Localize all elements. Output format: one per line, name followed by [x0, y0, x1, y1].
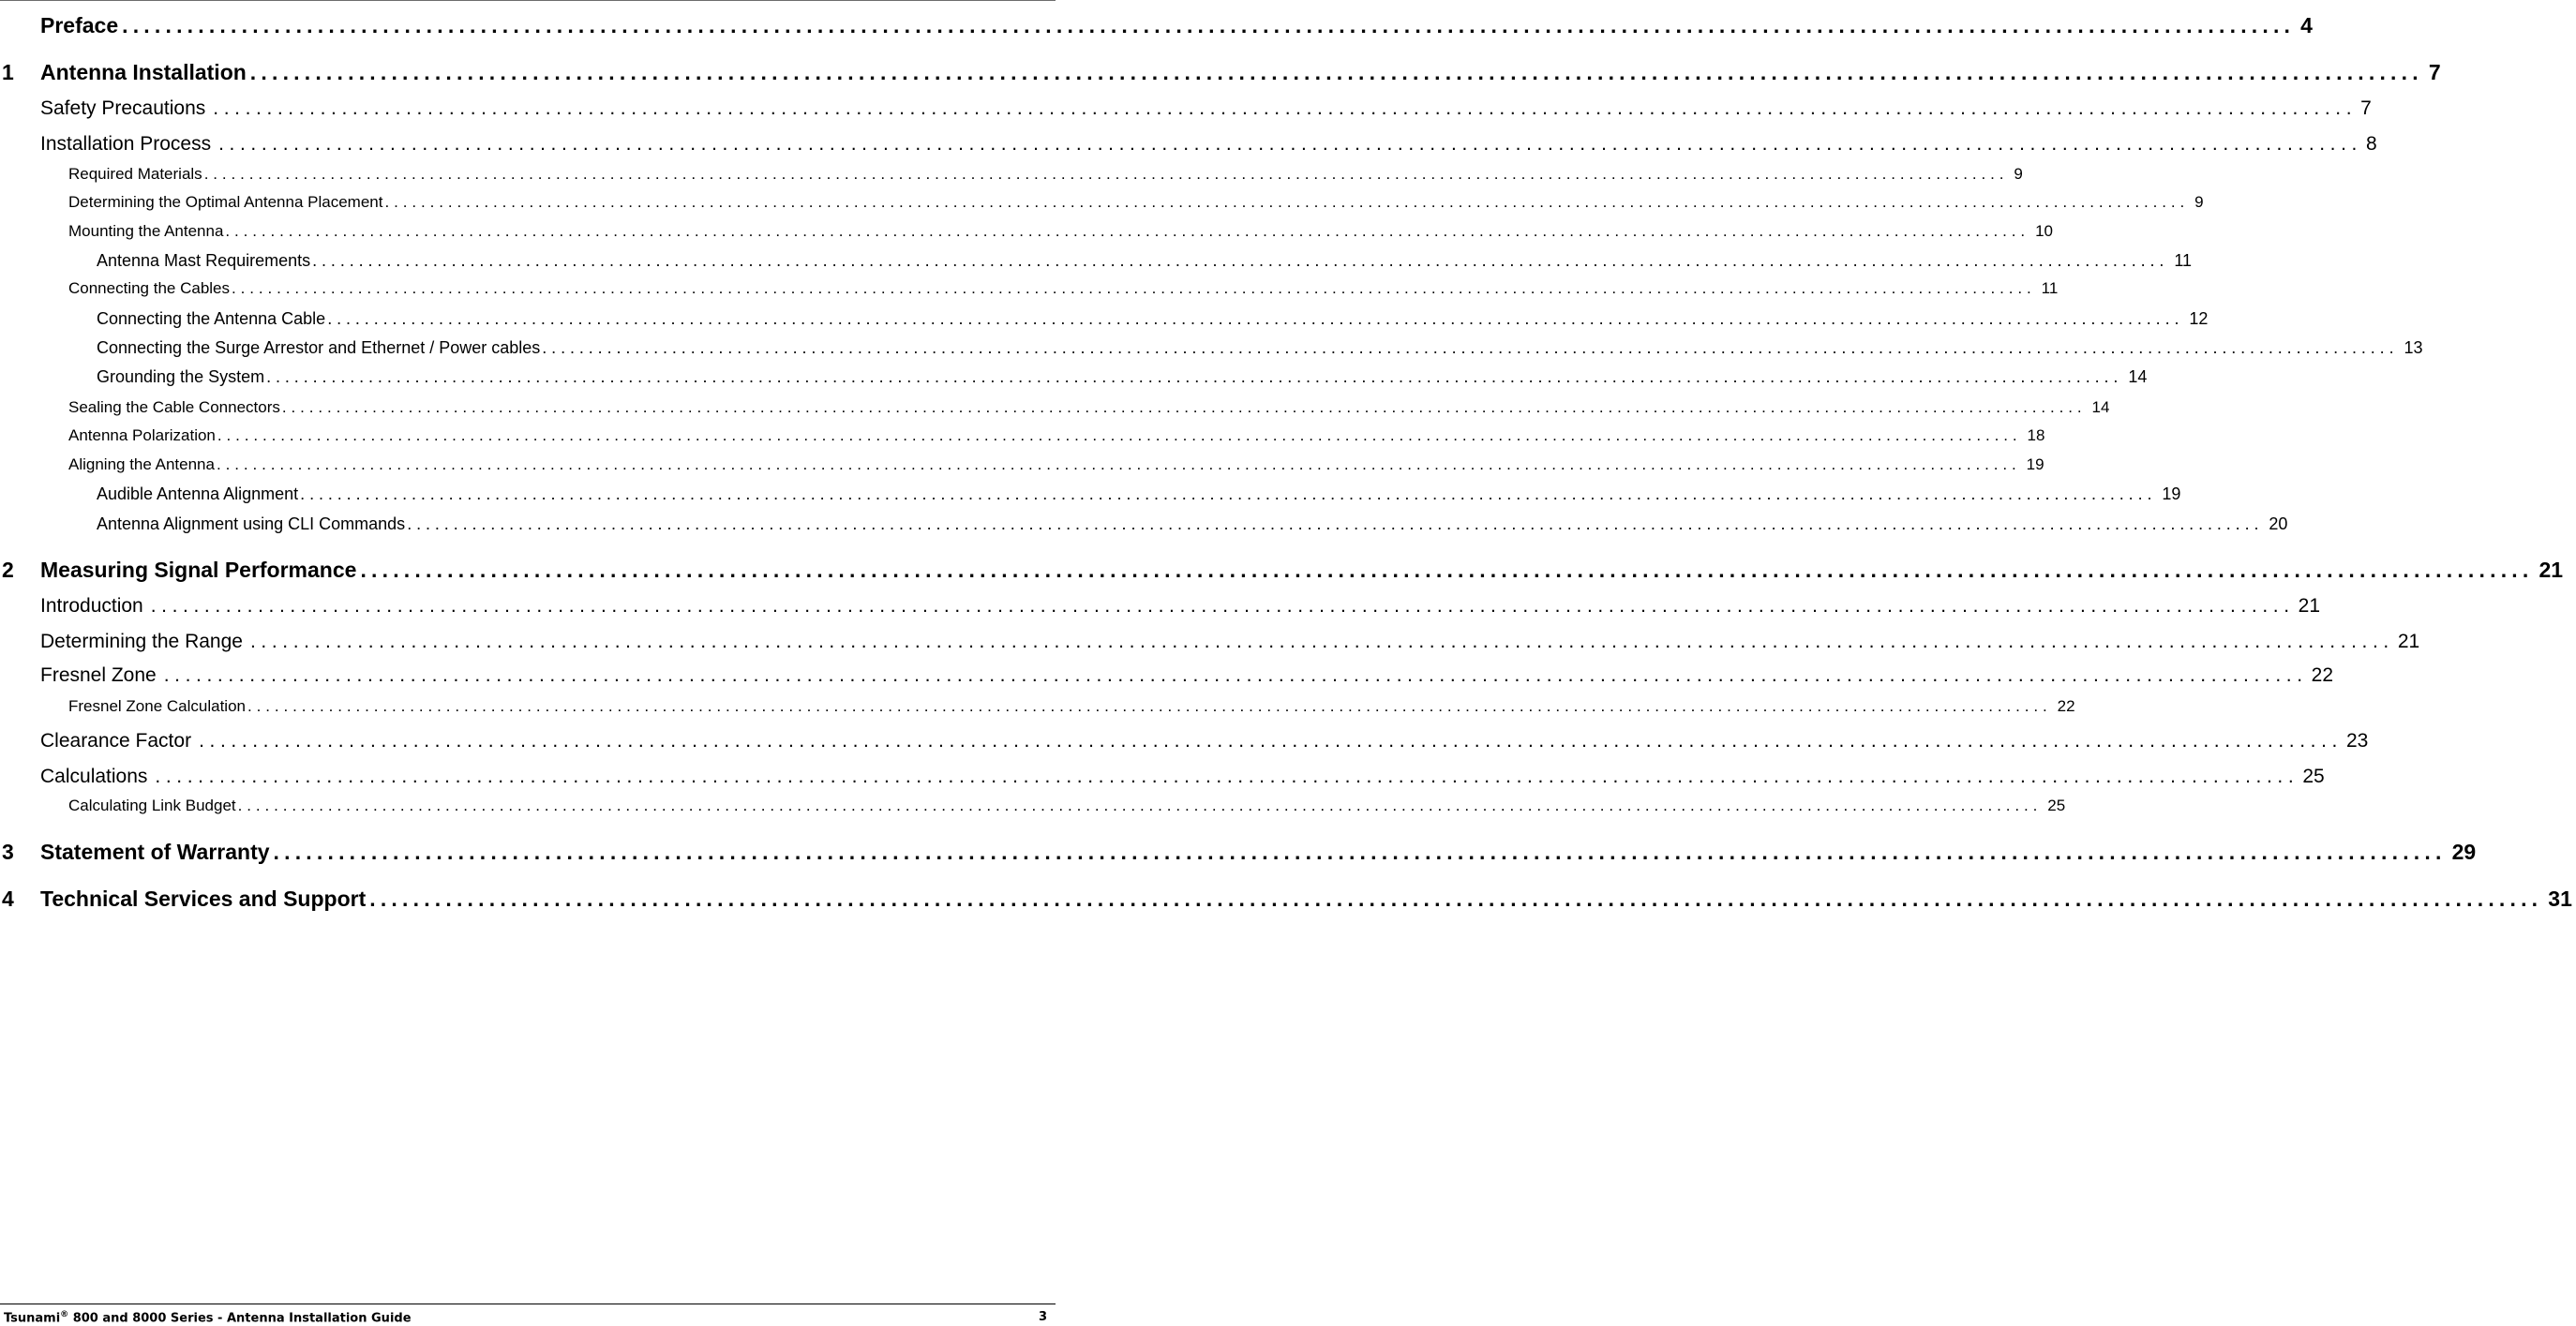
toc-entry-title: Antenna Polarization [68, 426, 216, 444]
toc-entry[interactable] [0, 631, 2420, 655]
toc-entry[interactable] [0, 279, 2059, 300]
toc-page-number: 13 [2404, 338, 2423, 357]
registered-mark: ® [60, 1310, 69, 1319]
toc-entry[interactable] [0, 797, 2066, 817]
toc-page-number: 14 [2128, 367, 2148, 386]
toc-page-number: 19 [2162, 484, 2181, 503]
toc-page-number: 21 [2539, 558, 2564, 582]
toc-dot-leader: ........................................................................................................................................................................................................ [266, 367, 2123, 386]
toc-dot-leader: ........................................................................................................................................................................................................ [232, 279, 2036, 297]
toc-dot-leader: ........................................................................................................................................................................................................ [213, 97, 2358, 119]
toc-dot-leader: ........................................................................................................................................................................................................ [369, 886, 2543, 911]
toc-page-number: 21 [2397, 631, 2420, 652]
toc-dot-leader: ........................................................................................................................................................................................................ [312, 251, 2169, 270]
toc-entry[interactable] [0, 60, 2441, 86]
toc-page-number: 12 [2189, 309, 2209, 328]
footer-title-prefix: Tsunami [4, 1311, 61, 1326]
toc-page-number: 7 [2360, 97, 2372, 119]
toc-dot-leader: ........................................................................................................................................................................................................ [300, 484, 2157, 503]
toc-entry-title: Antenna Alignment using CLI Commands [97, 514, 406, 533]
toc-chapter-number: 1 [2, 60, 14, 84]
toc-page-number: 11 [2041, 279, 2059, 297]
toc-dot-leader: ........................................................................................................................................................................................................ [360, 558, 2534, 582]
toc-entry-title: Connecting the Surge Arrestor and Ethernet / Power cables [97, 338, 541, 357]
toc-entry[interactable] [0, 426, 2045, 447]
toc-page-number: 8 [2366, 133, 2377, 155]
toc-entry[interactable] [0, 338, 2423, 359]
toc-entry-title: Required Materials [68, 165, 202, 183]
toc-entry-title: Fresnel Zone Calculation [68, 697, 246, 715]
toc-entry-title: Grounding the System [97, 367, 265, 386]
toc-entry[interactable] [0, 730, 2369, 754]
toc-page-number: 7 [2428, 60, 2441, 84]
toc-entry[interactable] [0, 558, 2564, 584]
toc-entry[interactable] [0, 193, 2204, 214]
toc-dot-leader: ........................................................................................................................................................................................................ [327, 309, 2184, 328]
toc-entry[interactable] [0, 133, 2377, 157]
footer-page-number: 3 [1038, 1310, 1047, 1324]
toc-entry-title: Sealing the Cable Connectors [68, 398, 280, 416]
toc-entry[interactable] [0, 222, 2053, 243]
toc-dot-leader: ........................................................................................................................................................................................................ [163, 664, 2308, 686]
toc-entry[interactable] [0, 97, 2372, 122]
toc-entry-title: Calculations [40, 766, 148, 787]
toc-page-number: 14 [2091, 398, 2110, 416]
toc-dot-leader: ........................................................................................................................................................................................................ [273, 840, 2447, 864]
toc-page-number: 19 [2026, 455, 2044, 473]
toc-entry-title: Audible Antenna Alignment [97, 484, 299, 503]
toc-entry-title: Aligning the Antenna [68, 455, 215, 473]
toc-dot-leader: ........................................................................................................................................................................................................ [203, 165, 2009, 183]
toc-entry-title: Mounting the Antenna [68, 222, 224, 240]
toc-dot-leader: ........................................................................................................................................................................................................ [237, 797, 2043, 814]
toc-entry[interactable] [0, 697, 2075, 718]
toc-dot-leader: ........................................................................................................................................................................................................ [150, 595, 2295, 617]
toc-entry[interactable] [0, 766, 2325, 790]
toc-dot-leader: ........................................................................................................................................................................................................ [407, 514, 2264, 533]
toc-entry[interactable] [0, 455, 2044, 476]
footer-title-rest: 800 and 8000 Series - Antenna Installation Guide [68, 1311, 412, 1326]
toc-page-number: 20 [2269, 514, 2288, 533]
toc-chapter-number: 3 [2, 840, 14, 864]
toc-page-number: 29 [2451, 840, 2477, 864]
toc-dot-leader: ........................................................................................................................................................................................................ [249, 60, 2423, 84]
toc-page-number: 21 [2298, 595, 2321, 617]
toc-entry-title: Calculating Link Budget [68, 797, 236, 814]
toc-dot-leader: ........................................................................................................................................................................................................ [217, 426, 2022, 444]
toc-entry[interactable] [0, 514, 2288, 535]
toc-entry-title: Fresnel Zone [40, 664, 157, 686]
toc-dot-leader: ........................................................................................................................................................................................................ [384, 193, 2190, 211]
toc-page-number: 31 [2548, 886, 2572, 911]
toc-chapter-number: 2 [2, 558, 14, 582]
toc-entry[interactable] [0, 398, 2110, 419]
toc-page-number: 23 [2345, 730, 2369, 752]
toc-page-number: 25 [2047, 797, 2066, 814]
toc-entry[interactable] [0, 840, 2477, 866]
toc-entry[interactable] [0, 13, 2313, 39]
toc-entry[interactable] [0, 484, 2181, 505]
toc-dot-leader: ........................................................................................................................................................................................................ [155, 766, 2299, 787]
toc-entry[interactable] [0, 251, 2193, 272]
toc-entry-title: Technical Services and Support [40, 886, 367, 911]
toc-entry-title: Statement of Warranty [40, 840, 270, 864]
toc-entry[interactable] [0, 367, 2148, 388]
toc-dot-leader: ........................................................................................................................................................................................................ [542, 338, 2399, 357]
toc-page-number: 9 [2194, 193, 2204, 211]
toc-entry-title: Determining the Range [40, 631, 243, 652]
toc-dot-leader: ........................................................................................................................................................................................................ [216, 455, 2021, 473]
toc-page-number: 22 [2057, 697, 2075, 715]
toc-dot-leader: ........................................................................................................................................................................................................ [218, 133, 2362, 155]
toc-dot-leader: ........................................................................................................................................................................................................ [122, 13, 2296, 37]
footer-document-title [4, 1310, 412, 1325]
toc-entry-title: Antenna Installation [40, 60, 247, 84]
toc-entry[interactable] [0, 165, 2023, 186]
toc-page-number: 10 [2035, 222, 2053, 240]
toc-entry[interactable] [0, 595, 2321, 619]
toc-dot-leader: ........................................................................................................................................................................................................ [281, 398, 2087, 416]
toc-dot-leader: ........................................................................................................................................................................................................ [249, 631, 2394, 652]
toc-entry-title: Measuring Signal Performance [40, 558, 357, 582]
toc-dot-leader: ........................................................................................................................................................................................................ [247, 697, 2052, 715]
toc-page-number: 4 [2300, 13, 2313, 37]
toc-entry-title: Clearance Factor [40, 730, 192, 752]
toc-entry-title: Determining the Optimal Antenna Placement [68, 193, 383, 211]
page-footer [0, 1310, 1056, 1325]
toc-entry-title: Safety Precautions [40, 97, 206, 119]
toc-entry-title: Connecting the Cables [68, 279, 231, 297]
toc-page-number: 18 [2027, 426, 2045, 444]
toc-entry-title: Antenna Mast Requirements [97, 251, 311, 270]
toc-page-number: 25 [2302, 766, 2325, 787]
toc-page-number: 22 [2311, 664, 2333, 686]
toc-dot-leader: ........................................................................................................................................................................................................ [199, 730, 2343, 752]
toc-entry-title: Introduction [40, 595, 143, 617]
toc-entry-title: Preface [40, 13, 119, 37]
toc-entry[interactable] [0, 309, 2209, 330]
toc-dot-leader: ........................................................................................................................................................................................................ [225, 222, 2030, 240]
toc-page-number: 11 [2174, 251, 2193, 270]
toc-entry[interactable] [0, 886, 2572, 913]
toc-entry-title: Connecting the Antenna Cable [97, 309, 326, 328]
top-rule [0, 0, 1056, 1]
toc-page-number: 9 [2014, 165, 2023, 183]
toc-entry[interactable] [0, 664, 2333, 689]
toc-entry-title: Installation Process [40, 133, 212, 155]
toc-chapter-number: 4 [2, 886, 14, 911]
